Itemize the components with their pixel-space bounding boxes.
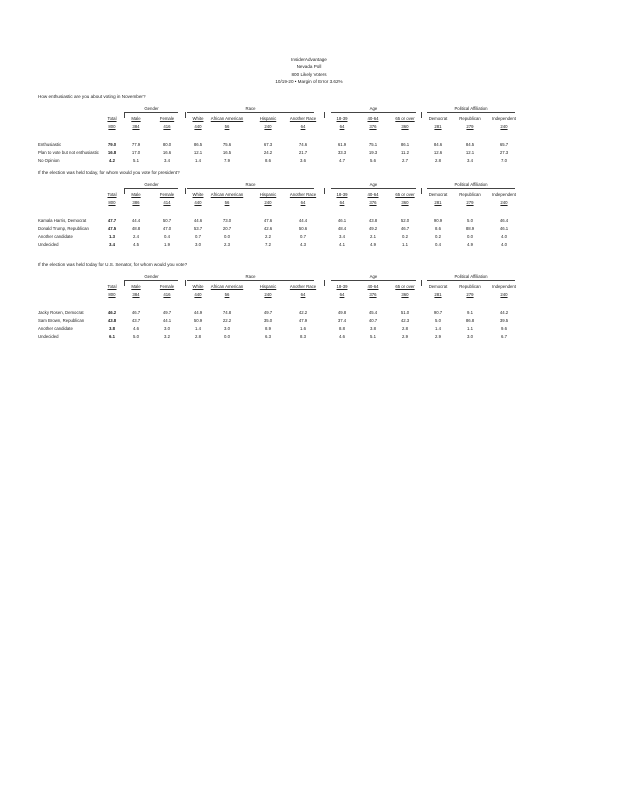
row-label: Another candidate (38, 234, 73, 239)
data-cell: 5.0 (133, 334, 139, 339)
sample-base: 376 (369, 292, 377, 297)
data-cell: 51.0 (400, 310, 410, 315)
data-cell: 47.6 (263, 218, 273, 223)
data-cell: 74.8 (222, 310, 232, 315)
column-header: 65 or over (395, 192, 415, 197)
data-cell: 79.0 (107, 142, 117, 147)
column-header: 40-64 (367, 192, 379, 197)
data-cell: 8.8 (339, 326, 345, 331)
data-cell: 3.0 (467, 334, 473, 339)
data-cell: 5.1 (370, 334, 376, 339)
data-cell: 50.7 (162, 218, 172, 223)
row-label: Enthusiastic (38, 142, 62, 147)
column-header: Democrat (428, 192, 448, 197)
group-header: Age (331, 182, 416, 189)
data-cell: 7.0 (501, 158, 507, 163)
pollster-name: InsiderAdvantage (291, 57, 327, 62)
sample-base: 240 (500, 292, 508, 297)
data-cell: 48.4 (337, 226, 347, 231)
sample-base: 414 (163, 200, 171, 205)
sample-base: 386 (132, 200, 140, 205)
data-cell: 16.6 (162, 150, 172, 155)
data-cell: 2.3 (224, 242, 230, 247)
sample-base: 64 (339, 292, 345, 297)
data-cell: 4.3 (300, 242, 306, 247)
sample-base: 440 (194, 292, 202, 297)
data-cell: 1.4 (195, 158, 201, 163)
data-cell: 8.6 (265, 158, 271, 163)
poll-dates-margin: 10/19-20 • Margin of Error 3.62% (275, 79, 343, 85)
data-cell: 42.3 (400, 318, 410, 323)
column-header: 18-39 (336, 192, 348, 197)
column-header: Democrat (428, 116, 448, 121)
data-cell: 1.1 (402, 242, 408, 247)
data-cell: 1.4 (195, 326, 201, 331)
data-cell: 39.5 (499, 318, 509, 323)
data-cell: 1.4 (435, 326, 441, 331)
data-cell: 80.0 (162, 142, 172, 147)
column-header: African American (210, 116, 244, 121)
data-cell: 50.9 (193, 318, 203, 323)
data-cell: 84.5 (465, 142, 475, 147)
column-header: Hispanic (259, 284, 277, 289)
sample-base: 440 (194, 124, 202, 129)
group-header: Race (187, 274, 314, 281)
data-cell: 4.0 (501, 234, 507, 239)
data-cell: 47.9 (298, 318, 308, 323)
sample-base: 440 (194, 200, 202, 205)
poll-header (0, 56, 618, 86)
column-header: 18-39 (336, 116, 348, 121)
data-cell: 44.4 (131, 218, 141, 223)
row-label: Undecided (38, 242, 59, 247)
column-header: Female (159, 284, 175, 289)
column-header: White (192, 116, 204, 121)
column-header: Female (159, 116, 175, 121)
data-cell: 19.3 (368, 150, 378, 155)
data-cell: 46.1 (337, 218, 347, 223)
data-cell: 6.3 (265, 334, 271, 339)
column-header: Another Race (289, 192, 317, 197)
column-header: Republican (459, 192, 481, 197)
group-header: Political Affiliation (427, 274, 515, 281)
row-label: Jacky Rosen, Democrat (38, 310, 84, 315)
data-cell: 46.7 (400, 226, 410, 231)
data-cell: 4.7 (339, 158, 345, 163)
data-cell: 0.0 (224, 334, 230, 339)
row-label: Undecided (38, 334, 59, 339)
sample-base: 800 (108, 200, 116, 205)
data-cell: 22.2 (222, 318, 232, 323)
data-cell: 24.2 (263, 150, 273, 155)
data-cell: 90.9 (433, 218, 443, 223)
data-cell: 35.0 (263, 318, 273, 323)
data-cell: 5.0 (467, 218, 473, 223)
data-cell: 84.6 (433, 142, 443, 147)
sample-base: 64 (339, 124, 345, 129)
data-cell: 4.9 (370, 242, 376, 247)
row-label: Sam Brown, Republican (38, 318, 85, 323)
row-label: Plan to vote but not enthusiastic (38, 150, 99, 155)
sample-base: 240 (264, 124, 272, 129)
column-header: Another Race (289, 116, 317, 121)
data-cell: 3.0 (195, 242, 201, 247)
data-cell: 75.6 (222, 142, 232, 147)
column-header: African American (210, 284, 244, 289)
data-cell: 3.4 (467, 158, 473, 163)
data-cell: 86.5 (193, 142, 203, 147)
data-cell: 21.7 (298, 150, 308, 155)
data-cell: 12.1 (465, 150, 475, 155)
data-cell: 33.3 (337, 150, 347, 155)
data-cell: 11.2 (400, 150, 410, 155)
data-cell: 4.0 (501, 242, 507, 247)
column-header: Total (107, 116, 117, 121)
data-cell: 1.9 (164, 242, 170, 247)
group-header: Age (331, 106, 416, 113)
data-cell: 2.9 (435, 334, 441, 339)
data-cell: 7.9 (224, 158, 230, 163)
column-header: Male (131, 192, 141, 197)
data-cell: 46.4 (499, 218, 509, 223)
sample-base: 281 (434, 124, 442, 129)
data-cell: 6.7 (501, 334, 507, 339)
data-cell: 88.9 (465, 226, 475, 231)
data-cell: 61.9 (337, 142, 347, 147)
sample-base: 376 (369, 200, 377, 205)
data-cell: 52.0 (400, 218, 410, 223)
column-header: Independent (492, 284, 516, 289)
data-cell: 1.3 (109, 234, 115, 239)
row-label: No Opinion (38, 158, 60, 163)
sample-base: 240 (264, 292, 272, 297)
group-header: Political Affiliation (427, 106, 515, 113)
data-cell: 37.4 (337, 318, 347, 323)
data-cell: 3.4 (109, 242, 115, 247)
data-cell: 77.9 (131, 142, 141, 147)
sample-base: 279 (466, 292, 474, 297)
data-cell: 86.1 (400, 142, 410, 147)
row-label: Kamala Harris, Democrat (38, 218, 87, 223)
data-cell: 7.2 (265, 242, 271, 247)
data-cell: 3.8 (109, 326, 115, 331)
group-header: Gender (125, 106, 178, 113)
column-header: Republican (459, 116, 481, 121)
column-header: Hispanic (259, 116, 277, 121)
data-cell: 43.7 (131, 318, 141, 323)
question-text: If the election was held today, for whom would you vote for president? (38, 170, 180, 175)
column-header: Hispanic (259, 192, 277, 197)
sample-base: 416 (163, 292, 171, 297)
data-cell: 0.7 (195, 234, 201, 239)
data-cell: 73.0 (222, 218, 232, 223)
data-cell: 6.1 (109, 334, 115, 339)
column-header: Independent (492, 192, 516, 197)
column-header: 65 or over (395, 116, 415, 121)
sample-base: 376 (369, 124, 377, 129)
data-cell: 2.8 (435, 158, 441, 163)
sample-base: 279 (466, 200, 474, 205)
data-cell: 0.0 (224, 234, 230, 239)
sample-base: 384 (132, 292, 140, 297)
column-header: 18-39 (336, 284, 348, 289)
sample-base: 64 (339, 200, 345, 205)
data-cell: 43.8 (368, 218, 378, 223)
group-header: Gender (125, 274, 178, 281)
data-cell: 4.1 (339, 242, 345, 247)
data-cell: 45.4 (368, 310, 378, 315)
data-cell: 3.4 (164, 158, 170, 163)
sample-base: 240 (264, 200, 272, 205)
data-cell: 0.2 (435, 234, 441, 239)
data-cell: 0.7 (300, 234, 306, 239)
sample-base: 360 (401, 200, 409, 205)
sample-base: 800 (108, 124, 116, 129)
data-cell: 49.2 (368, 226, 378, 231)
data-cell: 8.9 (265, 326, 271, 331)
data-cell: 5.0 (435, 318, 441, 323)
data-cell: 0.2 (402, 234, 408, 239)
data-cell: 16.5 (222, 150, 232, 155)
data-cell: 47.0 (162, 226, 172, 231)
data-cell: 5.6 (370, 158, 376, 163)
sample-base: 240 (500, 124, 508, 129)
sample-base: 800 (108, 292, 116, 297)
group-header: Race (187, 106, 314, 113)
data-cell: 3.6 (300, 158, 306, 163)
column-header: Total (107, 192, 117, 197)
data-cell: 4.9 (467, 242, 473, 247)
data-cell: 53.7 (193, 226, 203, 231)
sample-base: 281 (434, 292, 442, 297)
data-cell: 50.6 (298, 226, 308, 231)
sample-base: 56 (224, 292, 230, 297)
data-cell: 4.5 (133, 242, 139, 247)
sample-base: 281 (434, 200, 442, 205)
data-cell: 20.7 (222, 226, 232, 231)
data-cell: 0.0 (467, 234, 473, 239)
data-cell: 44.1 (162, 318, 172, 323)
data-cell: 17.0 (131, 150, 141, 155)
group-header: Race (187, 182, 314, 189)
column-header: Female (159, 192, 175, 197)
sample-base: 64 (300, 200, 306, 205)
column-header: African American (210, 192, 244, 197)
data-cell: 65.7 (499, 142, 509, 147)
data-cell: 49.7 (162, 310, 172, 315)
column-header: Male (131, 116, 141, 121)
data-cell: 90.7 (433, 310, 443, 315)
data-cell: 27.3 (499, 150, 509, 155)
question-text: How enthusiastic are you about voting in November? (38, 94, 146, 99)
sample-base: 360 (401, 124, 409, 129)
column-header: 40-64 (367, 284, 379, 289)
data-cell: 4.6 (133, 326, 139, 331)
question-text: If the election was held today for U.S. Senator, for whom would you vote? (38, 262, 188, 267)
data-cell: 9.1 (467, 310, 473, 315)
column-header: Democrat (428, 284, 448, 289)
data-cell: 12.6 (433, 150, 443, 155)
data-cell: 74.6 (298, 142, 308, 147)
data-cell: 5.1 (133, 158, 139, 163)
data-cell: 46.2 (107, 310, 117, 315)
data-cell: 2.2 (265, 234, 271, 239)
column-header: Another Race (289, 284, 317, 289)
sample-base: 240 (500, 200, 508, 205)
data-cell: 42.2 (298, 310, 308, 315)
data-cell: 2.7 (402, 158, 408, 163)
data-cell: 44.4 (298, 218, 308, 223)
column-header: White (192, 192, 204, 197)
data-cell: 12.1 (193, 150, 203, 155)
data-cell: 75.1 (368, 142, 378, 147)
data-cell: 2.4 (133, 234, 139, 239)
data-cell: 40.7 (368, 318, 378, 323)
data-cell: 2.1 (370, 234, 376, 239)
data-cell: 3.0 (224, 326, 230, 331)
column-header: 40-64 (367, 116, 379, 121)
data-cell: 48.8 (131, 226, 141, 231)
column-header: Independent (492, 116, 516, 121)
data-cell: 86.8 (465, 318, 475, 323)
data-cell: 4.6 (339, 334, 345, 339)
data-cell: 44.2 (499, 310, 509, 315)
sample-base: 56 (224, 200, 230, 205)
sample-base: 279 (466, 124, 474, 129)
sample-base: 64 (300, 124, 306, 129)
data-cell: 1.6 (300, 326, 306, 331)
data-cell: 9.6 (501, 326, 507, 331)
data-cell: 49.7 (263, 310, 273, 315)
data-cell: 4.2 (109, 158, 115, 163)
data-cell: 3.2 (164, 334, 170, 339)
sample-base: 416 (163, 124, 171, 129)
data-cell: 46.1 (499, 226, 509, 231)
row-label: Another candidate (38, 326, 73, 331)
poll-title: Nevada Poll (296, 64, 322, 70)
data-cell: 16.8 (107, 150, 117, 155)
sample-base: 56 (224, 124, 230, 129)
data-cell: 8.6 (435, 226, 441, 231)
data-cell: 1.1 (467, 326, 473, 331)
data-cell: 43.8 (107, 318, 117, 323)
row-label: Donald Trump, Republican (38, 226, 89, 231)
group-header: Age (331, 274, 416, 281)
data-cell: 3.4 (339, 234, 345, 239)
column-header: Total (107, 284, 117, 289)
data-cell: 49.8 (337, 310, 347, 315)
data-cell: 8.3 (300, 334, 306, 339)
data-cell: 44.9 (193, 310, 203, 315)
sample-base: 384 (132, 124, 140, 129)
data-cell: 2.8 (195, 334, 201, 339)
data-cell: 0.4 (435, 242, 441, 247)
data-cell: 0.4 (164, 234, 170, 239)
data-cell: 47.5 (107, 226, 117, 231)
data-cell: 67.3 (263, 142, 273, 147)
data-cell: 3.0 (164, 326, 170, 331)
data-cell: 46.7 (131, 310, 141, 315)
column-header: Male (131, 284, 141, 289)
group-header: Political Affiliation (427, 182, 515, 189)
sample-base: 64 (300, 292, 306, 297)
data-cell: 42.6 (263, 226, 273, 231)
sample-size: 800 Likely Voters (291, 71, 327, 77)
data-cell: 44.6 (193, 218, 203, 223)
data-cell: 3.8 (370, 326, 376, 331)
data-cell: 2.9 (402, 334, 408, 339)
data-cell: 47.7 (107, 218, 117, 223)
column-header: 65 or over (395, 284, 415, 289)
column-header: Republican (459, 284, 481, 289)
group-header: Gender (125, 182, 178, 189)
column-header: White (192, 284, 204, 289)
data-cell: 2.8 (402, 326, 408, 331)
sample-base: 360 (401, 292, 409, 297)
